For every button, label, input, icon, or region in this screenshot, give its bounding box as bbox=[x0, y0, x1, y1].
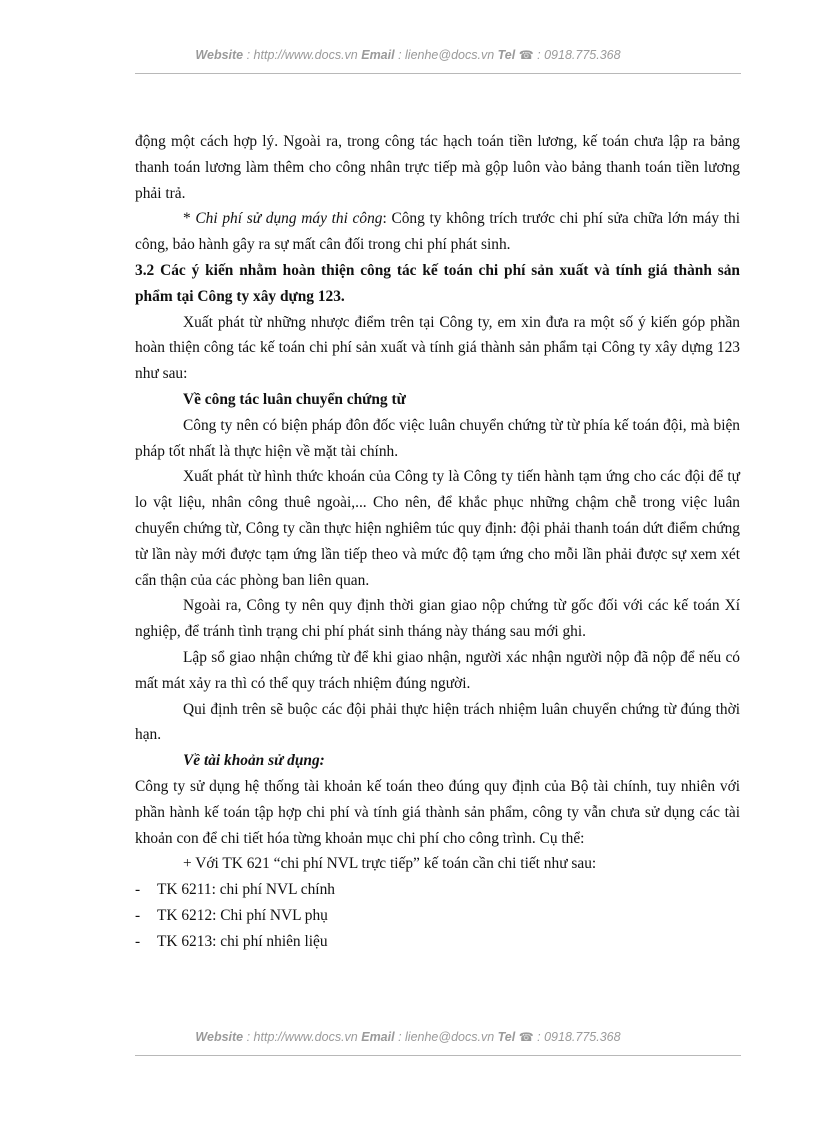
list-dash: - bbox=[135, 932, 141, 950]
list-dash: - bbox=[135, 906, 141, 924]
paragraph-accounts: Công ty sử dụng hệ thống tài khoản kế toán theo đúng quy định của Bộ tài chính, tuy nhiên với phần hành kế toán tập hợp chi phí và tính giá thành sản phẩm, công ty vẫn chưa sử dụng các tài khoản con để chi tiết hóa từng khoản mục chi phí cho công trình. Cụ thể: bbox=[135, 777, 740, 847]
paragraph-logbook: Lập sổ giao nhận chứng từ để khi giao nhận, người xác nhận người nộp đã nộp để nếu có mất mát xảy ra thì có thể quy trách nhiệm đúng người. bbox=[135, 648, 740, 692]
list-dash: - bbox=[135, 881, 141, 899]
machine-cost-text: : Công ty không trích trước chi phí sửa chữa lớn máy thi công, bảo hành gây ra sự mất cân đối trong chi phí phát sinh. bbox=[135, 210, 741, 254]
page-header bbox=[0, 48, 816, 62]
paragraph-tk621: + Với TK 621 “chi phí NVL trực tiếp” kế toán cần chi tiết như sau: bbox=[183, 855, 597, 873]
footer-website-label: Website bbox=[195, 1030, 244, 1044]
footer-divider bbox=[135, 1055, 741, 1056]
footer-tel-label: Tel bbox=[497, 1030, 516, 1044]
list-item bbox=[135, 929, 740, 955]
paragraph-advance-payment: Xuất phát từ hình thức khoán của Công ty là Công ty tiến hành tạm ứng cho các đội để tự lo vật liệu, nhân công thuê ngoài,... Cho nên, để khắc phục những chậm chễ trong việc luân chuyển chứng từ, Công ty cần thực hiện nghiêm túc quy định: đội phải thanh toán dứt điểm chứng từ lần này mới được tạm ứng lần tiếp theo và mức độ tạm ứng cho mỗi lần phải được sự xem xét cẩn thận của các phòng ban liên quan. bbox=[135, 468, 740, 589]
list-item-text: TK 6211: chi phí NVL chính bbox=[157, 881, 335, 899]
paragraph-continuation: động một cách hợp lý. Ngoài ra, trong công tác hạch toán tiền lương, kế toán chưa lập ra bảng thanh toán lương làm thêm cho công nhân trực tiếp mà gộp luôn vào bảng thanh toán tiền lương phải trả. bbox=[135, 133, 740, 202]
footer-email-label: Email bbox=[361, 1030, 395, 1044]
machine-cost-term: Chi phí sử dụng máy thi công bbox=[195, 210, 383, 228]
bullet-star: * bbox=[183, 210, 196, 228]
header-email-label: Email bbox=[361, 48, 395, 62]
list-item bbox=[135, 903, 740, 929]
list-item-text: TK 6213: chi phí nhiên liệu bbox=[157, 932, 328, 950]
footer-email-value[interactable]: : lienhe@docs.vn bbox=[394, 1030, 498, 1044]
paragraph-urging: Công ty nên có biện pháp đôn đốc việc luân chuyển chứng từ từ phía kế toán đội, mà biện pháp tốt nhất là thực hiện về mặt tài chính. bbox=[135, 416, 740, 460]
header-tel-value: : 0918.775.368 bbox=[533, 48, 621, 62]
list-item bbox=[135, 877, 740, 903]
footer-website-value[interactable]: : http://www.docs.vn bbox=[243, 1030, 362, 1044]
list-item-text: TK 6212: Chi phí NVL phụ bbox=[157, 906, 328, 924]
section-heading-3-2: 3.2 Các ý kiến nhằm hoàn thiện công tác kế toán chi phí sản xuất và tính giá thành sản phẩm tại Công ty xây dựng 123. bbox=[135, 261, 740, 305]
footer-tel-value: : 0918.775.368 bbox=[533, 1030, 621, 1044]
document-body bbox=[135, 129, 740, 955]
header-tel-label: Tel bbox=[497, 48, 516, 62]
paragraph-deadline: Ngoài ra, Công ty nên quy định thời gian giao nộp chứng từ gốc đối với các kế toán Xí nghiệp, để tránh tình trạng chi phí phát sinh tháng này tháng sau mới ghi. bbox=[135, 597, 740, 641]
phone-icon: ☎ bbox=[518, 48, 534, 62]
header-website-label: Website bbox=[195, 48, 244, 62]
subheading-accounts: Về tài khoản sử dụng: bbox=[183, 752, 325, 770]
paragraph-intro: Xuất phát từ những nhược điểm trên tại Công ty, em xin đưa ra một số ý kiến góp phần hoàn thiện công tác kế toán chi phí sản xuất và tính giá thành sản phẩm tại Công ty xây dựng 123 như sau: bbox=[135, 313, 740, 383]
header-divider bbox=[135, 73, 741, 74]
page-footer bbox=[0, 1030, 816, 1044]
subheading-document-flow: Về công tác luân chuyển chứng từ bbox=[183, 390, 406, 408]
phone-icon: ☎ bbox=[518, 1030, 534, 1044]
header-email-value[interactable]: : lienhe@docs.vn bbox=[394, 48, 498, 62]
header-website-value[interactable]: : http://www.docs.vn bbox=[243, 48, 362, 62]
paragraph-regulation: Qui định trên sẽ buộc các đội phải thực hiện trách nhiệm luân chuyển chứng từ đúng thời hạn. bbox=[135, 700, 740, 744]
paragraph-machine-cost bbox=[135, 206, 740, 258]
